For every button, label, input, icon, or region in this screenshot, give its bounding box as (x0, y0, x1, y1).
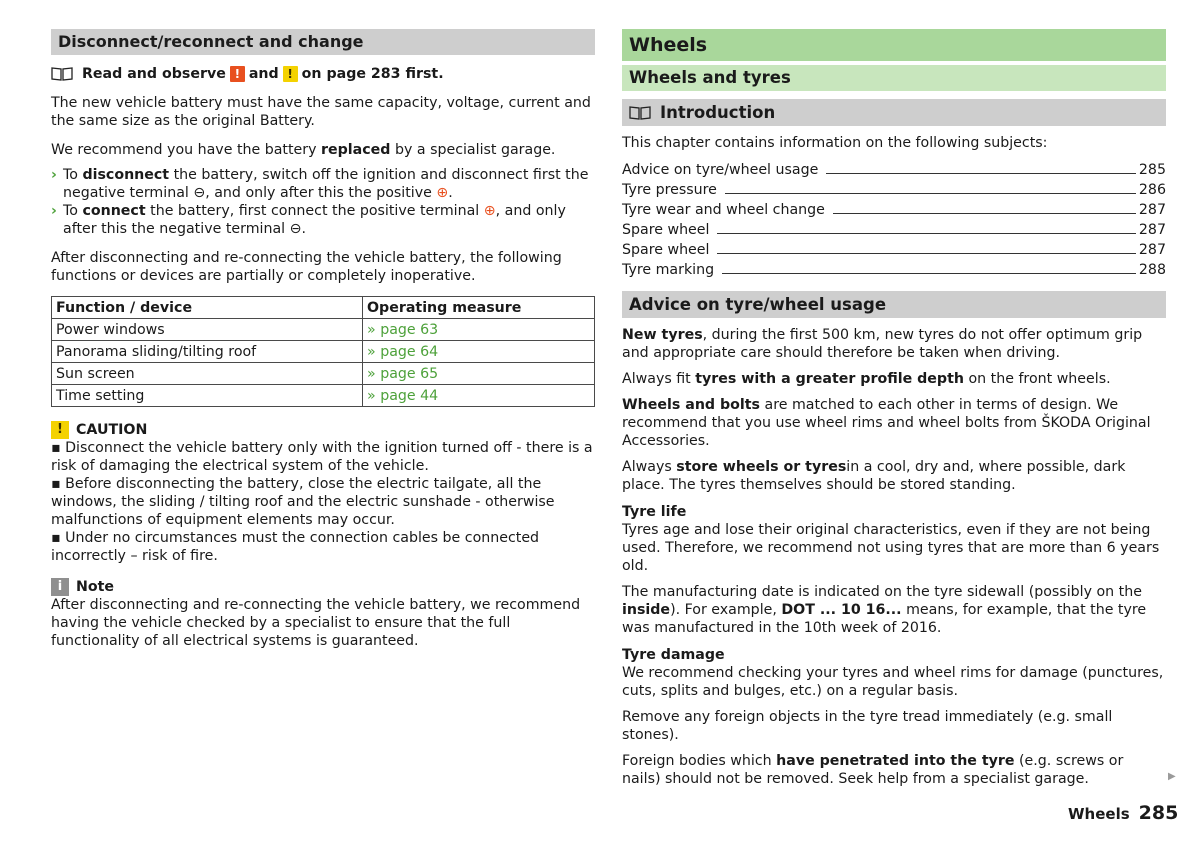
function-table (51, 296, 595, 407)
observe-pre: Read and observe (82, 66, 226, 82)
toc-page: 287 (1138, 202, 1166, 218)
toc-entry[interactable] (622, 179, 1166, 199)
toc-label: Advice on tyre/wheel usage (622, 162, 819, 178)
toc-page: 285 (1138, 162, 1166, 178)
toc-leader (833, 213, 1136, 214)
table-cell: Panorama sliding/tilting roof (52, 341, 363, 363)
subchapter-title: Wheels and tyres (622, 65, 1166, 91)
caution-item: ▪ Under no circumstances must the connection cables be connected incorrectly – risk of fire. (51, 530, 540, 564)
book-icon (629, 106, 651, 120)
manufacturing-text: The manufacturing date is indicated on the tyre sidewall (possibly on the inside). For example, DOT ... 10 16... means, for example, that the tyre was manufactured in the 10th week of 2016. (622, 584, 1147, 636)
table-cell: Sun screen (52, 363, 363, 385)
page-link[interactable]: » page 65 (363, 363, 595, 385)
toc-entry[interactable] (622, 239, 1166, 259)
toc-label: Tyre pressure (622, 182, 717, 198)
paragraph-profile-depth: Always fit tyres with a greater profile depth on the front wheels. (622, 371, 1111, 387)
page-footer (1068, 804, 1178, 823)
table-header: Operating measure (363, 297, 595, 319)
toc-label: Tyre marking (622, 262, 715, 278)
caution-heading (51, 421, 595, 439)
caution-body (51, 439, 595, 565)
left-column (51, 29, 595, 650)
tyre-life-heading: Tyre life (622, 504, 687, 520)
intro-title: Introduction (660, 103, 776, 122)
tyre-damage-text: We recommend checking your tyres and wheel rims for damage (punctures, cuts, splits and bulges, etc.) on a regular basis. (622, 665, 1164, 699)
arrow-icon: › (51, 203, 57, 219)
warning-red-icon[interactable]: ! (230, 66, 245, 82)
chapter-title: Wheels (622, 29, 1166, 61)
tyre-damage-heading: Tyre damage (622, 647, 725, 663)
advice-heading: Advice on tyre/wheel usage (622, 291, 1166, 318)
toc-leader (717, 253, 1135, 254)
table-cell: Time setting (52, 385, 363, 407)
toc-label: Spare wheel (622, 222, 710, 238)
paragraph-wheels-bolts: Wheels and bolts are matched to each other in terms of design. We recommend that you use wheel rims and wheel bolts from ŠKODA Original Accessories. (622, 397, 1151, 449)
caution-item: ▪ Before disconnecting the battery, close the electric tailgate, all the windows, the sliding / tilting roof and the electric sunshade - otherwise malfunctions of equipment elements may occur. (51, 476, 555, 528)
observe-line (51, 65, 595, 83)
toc-entry[interactable] (622, 259, 1166, 279)
table-cell: Power windows (52, 319, 363, 341)
warning-yellow-icon[interactable]: ! (283, 66, 298, 82)
caution-icon: ! (51, 421, 69, 439)
tyre-life-text: Tyres age and lose their original characteristics, even if they are not being used. Therefore, we recommend not using tyres that are more than 6 years old. (622, 522, 1160, 574)
intro-heading (622, 99, 1166, 126)
toc-page: 287 (1138, 242, 1166, 258)
footer-section: Wheels (1068, 805, 1130, 823)
section-title: Disconnect/reconnect and change (51, 29, 595, 55)
right-column (622, 29, 1166, 788)
page-link[interactable]: » page 63 (363, 319, 595, 341)
table-row (52, 363, 595, 385)
next-page-icon[interactable]: ▶ (1168, 771, 1176, 782)
observe-mid: and (248, 66, 279, 82)
toc-leader (725, 193, 1136, 194)
note-title: Note (76, 579, 115, 595)
toc-entry[interactable] (622, 199, 1166, 219)
toc-list (622, 159, 1166, 279)
info-icon: i (51, 578, 69, 596)
caution-item: ▪ Disconnect the vehicle battery only with the ignition turned off - there is a risk of damaging the electrical system of the vehicle. (51, 440, 593, 474)
intro-text: This chapter contains information on the following subjects: (622, 135, 1048, 151)
note-body (51, 596, 595, 650)
paragraph-storage: Always store wheels or tyresin a cool, dry and, where possible, dark place. The tyres themselves should be stored standing. (622, 459, 1126, 493)
bullet-connect (51, 202, 595, 238)
paragraph-recommend: We recommend you have the battery replaced by a specialist garage. (51, 142, 556, 158)
note-text: After disconnecting and re-connecting the vehicle battery, we recommend having the vehicle checked by a specialist to ensure that the full functionality of all electrical systems is guaranteed. (51, 597, 581, 649)
observe-post: on page 283 first. (301, 66, 444, 82)
toc-leader (722, 273, 1136, 274)
foreign-objects-text: Remove any foreign objects in the tyre tread immediately (e.g. small stones). (622, 709, 1113, 743)
bullet-text: To connect the battery, first connect the positive terminal ⊕, and only after this the negative terminal ⊖. (63, 203, 566, 237)
toc-page: 286 (1138, 182, 1166, 198)
bullet-text: To disconnect the battery, switch off the ignition and disconnect first the negative terminal ⊖, and only after this the positive ⊕. (63, 167, 589, 201)
caution-title: CAUTION (76, 422, 148, 438)
paragraph-new-tyres: New tyres, during the first 500 km, new tyres do not offer optimum grip and appropriate care should therefore be taken when driving. (622, 327, 1143, 361)
table-row (52, 341, 595, 363)
toc-entry[interactable] (622, 219, 1166, 239)
toc-leader (717, 233, 1135, 234)
table-header-row (52, 297, 595, 319)
book-icon (51, 67, 73, 81)
toc-page: 288 (1138, 262, 1166, 278)
toc-label: Tyre wear and wheel change (622, 202, 825, 218)
paragraph-after: After disconnecting and re-connecting the vehicle battery, the following functions or devices are partially or completely inoperative. (51, 250, 562, 284)
page-link[interactable]: » page 44 (363, 385, 595, 407)
toc-label: Spare wheel (622, 242, 710, 258)
toc-entry[interactable] (622, 159, 1166, 179)
bullet-list (51, 166, 595, 238)
table-header: Function / device (52, 297, 363, 319)
note-heading (51, 578, 595, 596)
paragraph-capacity: The new vehicle battery must have the same capacity, voltage, current and the same size as the original Battery. (51, 95, 591, 129)
toc-leader (826, 173, 1136, 174)
toc-page: 287 (1138, 222, 1166, 238)
foreign-bodies-text: Foreign bodies which have penetrated into the tyre (e.g. screws or nails) should not be removed. Seek help from a specialist garage. (622, 753, 1124, 787)
table-row (52, 385, 595, 407)
page-number: 285 (1138, 802, 1179, 824)
arrow-icon: › (51, 167, 57, 183)
page-link[interactable]: » page 64 (363, 341, 595, 363)
table-row (52, 319, 595, 341)
bullet-disconnect (51, 166, 595, 202)
